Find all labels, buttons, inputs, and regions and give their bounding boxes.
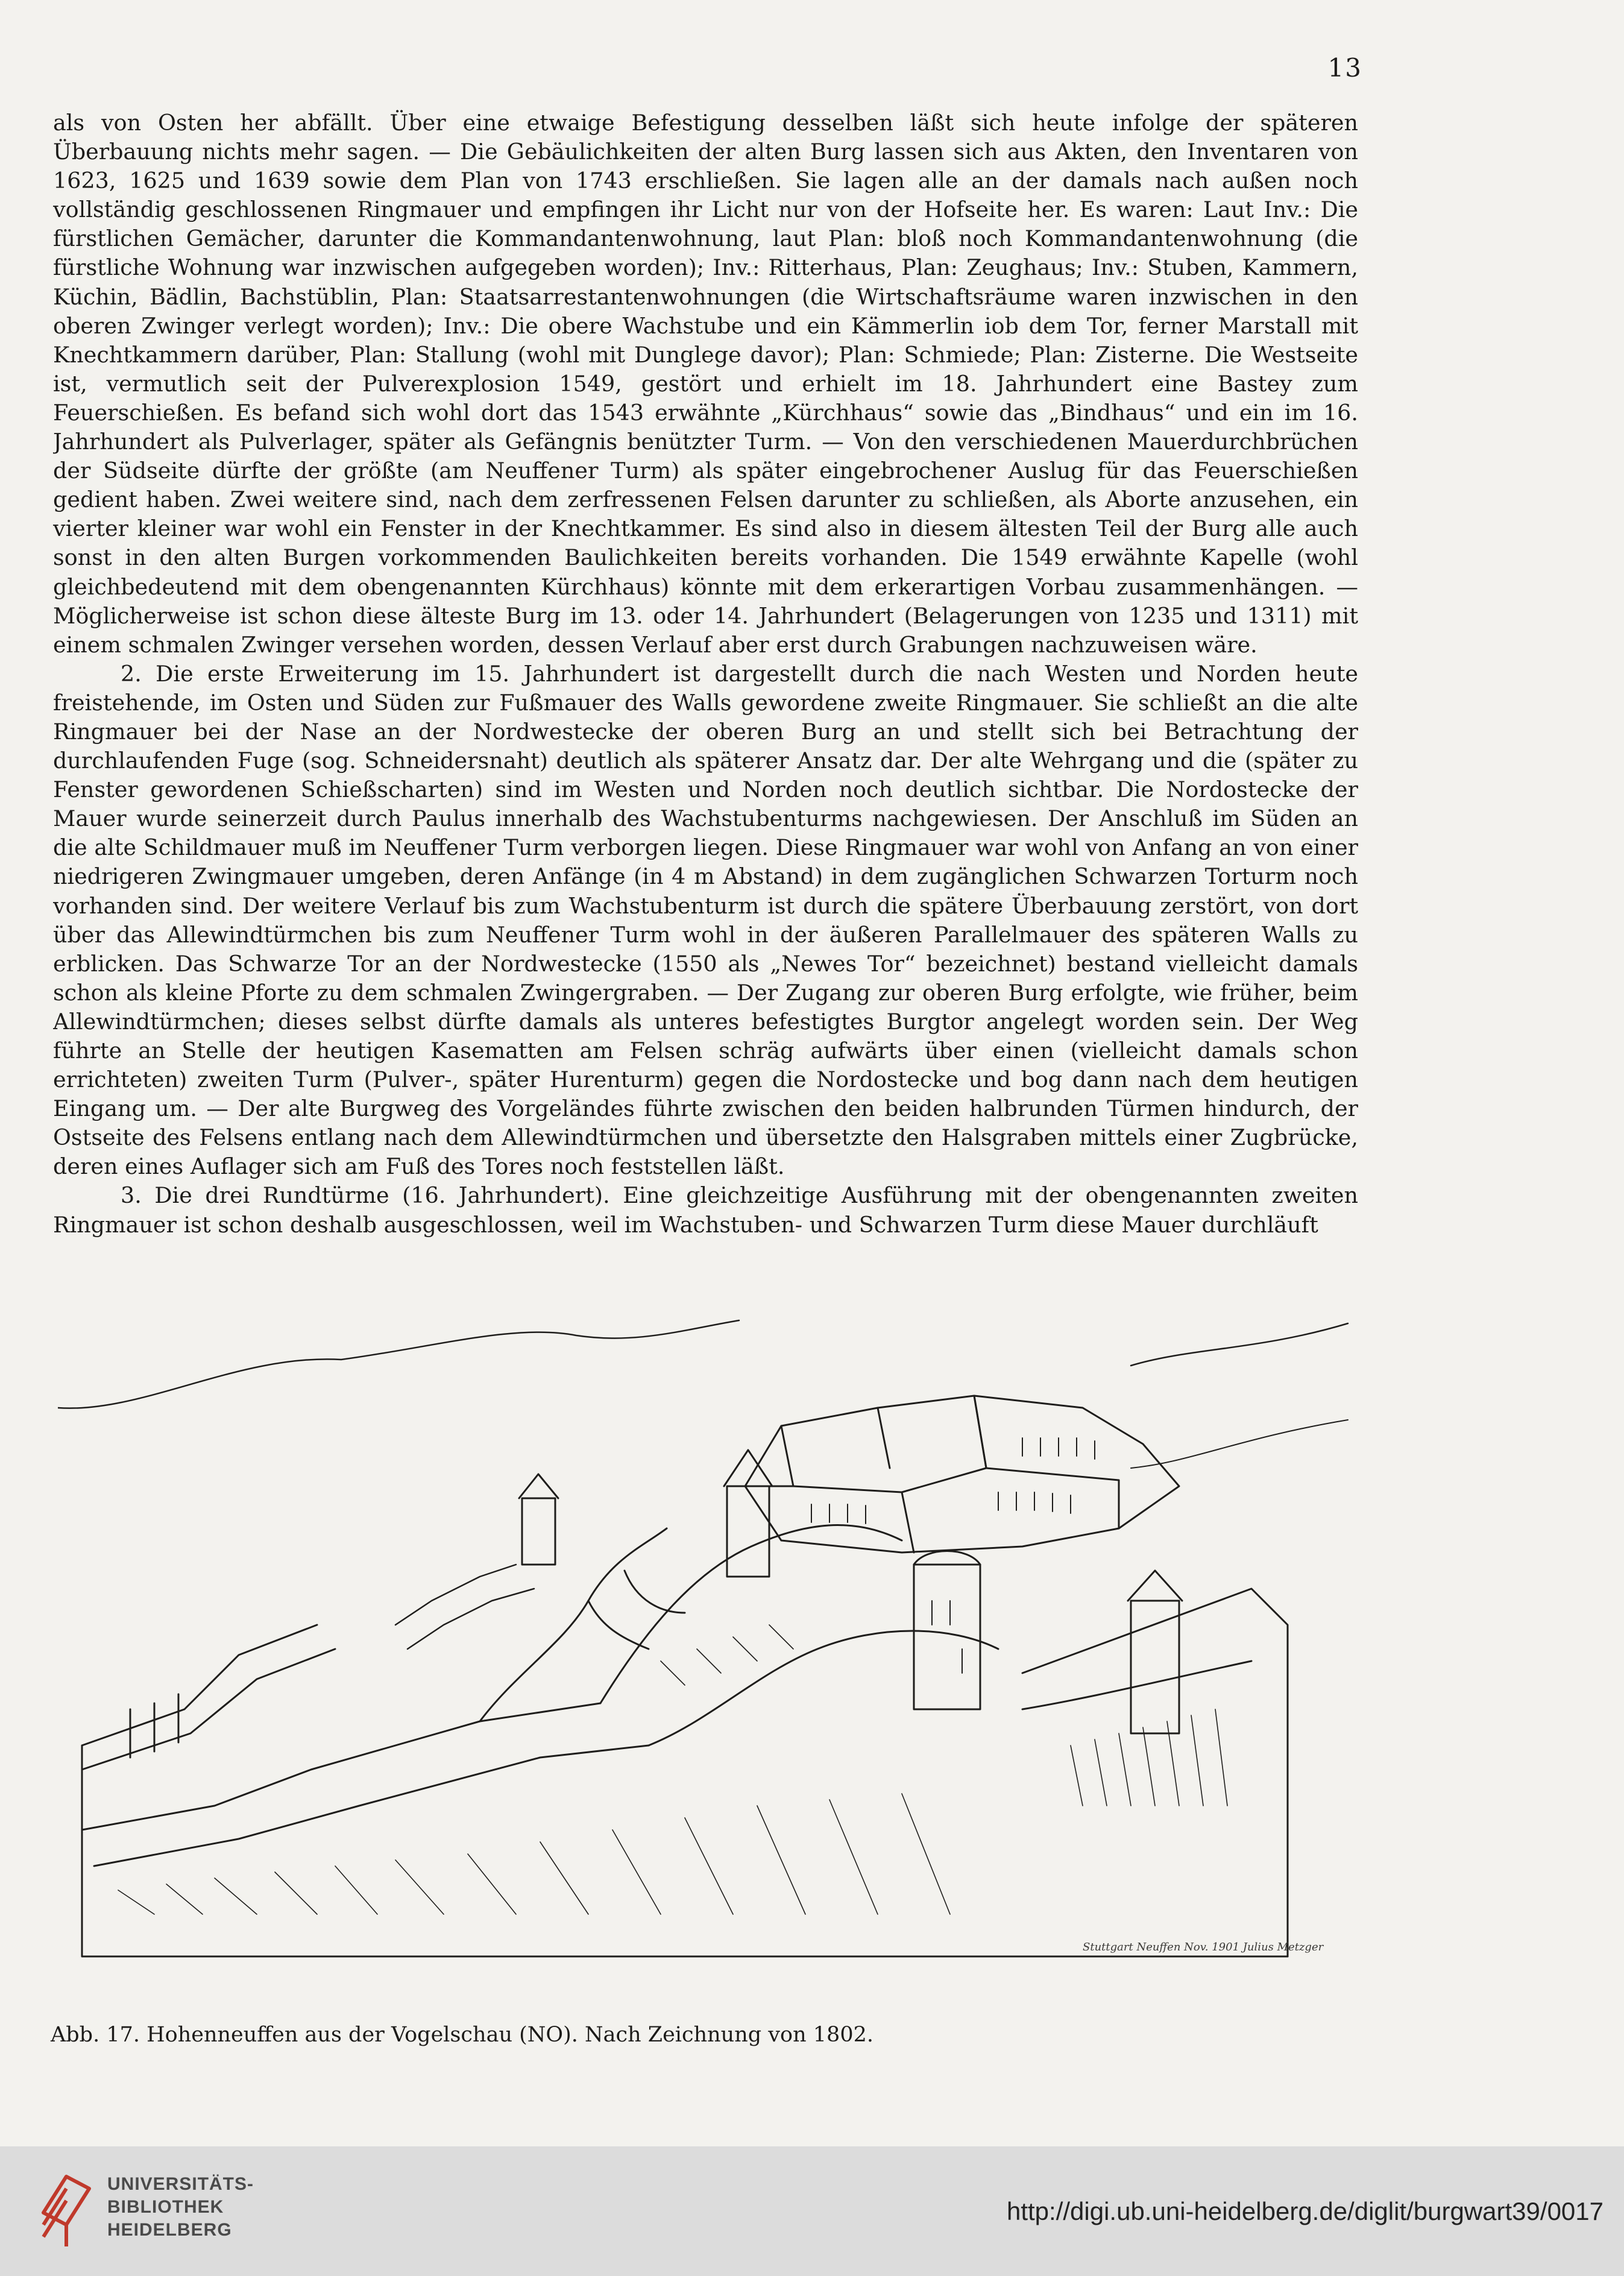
footer-bar (0, 2146, 1624, 2276)
library-logo-icon (37, 2170, 95, 2250)
figure-caption: Abb. 17. Hohenneuffen aus der Vogelschau (NO). Nach Zeichnung von 1802. (51, 2023, 873, 2047)
paragraph: 2. Die erste Erweiterung im 15. Jahrhundert ist dargestellt durch die nach Westen und Norden heute freistehende, im Osten und Süden zur Fußmauer des Walls gewordene zweite Ringmauer. Sie schließt an die alte Ringmauer bei der Nase an der Nordwestecke der oberen Burg an und stellt sich bei Betrachtung der durchlaufenden Fuge (sog. Schneidersnaht) deutlich als späterer Ansatz dar. Der alte Wehrgang und die (später zu Fenster gewordenen Schießscharten) sind im Westen und Norden noch deutlich sichtbar. Die Nordostecke der Mauer wurde seinerzeit durch Paulus innerhalb des Wachstubenturms nachgewiesen. Der Anschluß im Süden an die alte Schildmauer muß im Neuffener Turm verborgen liegen. Diese Ringmauer war wohl von Anfang an von einer niedrigeren Zwingmauer umgeben, deren Anfänge (in 4 m Abstand) in dem zugänglichen Schwarzen Torturm noch vorhanden sind. Der weitere Verlauf bis zum Wachstubenturm ist durch die spätere Überbauung zerstört, von dort über das Allewindtürmchen bis zum Neuffener Turm wohl in der äußeren Parallelmauer des späteren Walls zu erblicken. Das Schwarze Tor an der Nordwestecke (1550 als „Newes Tor“ bezeichnet) bestand vielleicht damals schon als kleine Pforte zu dem schmalen Zwingergraben. — Der Zugang zur oberen Burg erfolgte, wie früher, beim Allewindtürmchen; dieses selbst dürfte damals als unteres befestigtes Burgtor angelegt worden sein. Der Weg führte an Stelle der heutigen Kasematten am Felsen schräg aufwärts über einen (vielleicht damals schon errichteten) zweiten Turm (Pulver-, später Hurenturm) gegen die Nordostecke und bog dann nach dem heutigen Eingang um. — Der alte Burgweg des Vorgeländes führte zwischen den beiden halbrunden Türmen hindurch, der Ostseite des Felsens entlang nach dem Allewindtürmchen und übersetzte den Halsgraben mittels einer Zugbrücke, deren eines Auflager sich am Fuß des Tores noch feststellen läßt. (53, 660, 1358, 1180)
illustration-signature: Stuttgart Neuffen Nov. 1901 Julius Metzger (1083, 1941, 1324, 1953)
document-url-link[interactable]: http://digi.ub.uni-heidelberg.de/diglit/burgwart39/0017 (1006, 2197, 1604, 2225)
library-name-line: HEIDELBERG (107, 2220, 232, 2240)
library-name-line: BIBLIOTHEK (107, 2197, 224, 2217)
library-name (107, 2173, 254, 2242)
castle-illustration (58, 1287, 1352, 2008)
paragraph: 3. Die drei Rundtürme (16. Jahrhundert). Eine gleichzeitige Ausführung mit der obengenannten zweiten Ringmauer ist schon deshalb ausgeschlossen, weil im Wachstuben- und Schwarzen Turm diese Mauer durchläuft (53, 1182, 1358, 1238)
page-number: 13 (1327, 53, 1362, 83)
library-name-line: UNIVERSITÄTS- (107, 2174, 254, 2194)
body-text (53, 109, 1358, 1242)
paragraph: als von Osten her abfällt. Über eine etwaige Befestigung desselben läßt sich heute infolge der späteren Überbauung nichts mehr sagen. — Die Gebäulichkeiten der alten Burg lassen sich aus Akten, den Inventaren von 1623, 1625 und 1639 sowie dem Plan von 1743 erschließen. Sie lagen alle an der damals nach außen noch vollständig geschlossenen Ringmauer und empfingen ihr Licht nur von der Hofseite her. Es waren: Laut Inv.: Die fürstlichen Gemächer, darunter die Kommandantenwohnung, laut Plan: bloß noch Kommandantenwohnung (die fürstliche Wohnung war inzwischen aufgegeben worden); Inv.: Ritterhaus, Plan: Zeughaus; Inv.: Stuben, Kammern, Küchin, Bädlin, Bachstüblin, Plan: Staatsarrestantenwohnungen (die Wirtschaftsräume waren inzwischen in den oberen Zwinger verlegt worden); Inv.: Die obere Wachstube und ein Kämmerlin iob dem Tor, ferner Marstall mit Knechtkammern darüber, Plan: Stallung (wohl mit Dunglege davor); Plan: Schmiede; Plan: Zisterne. Die Westseite ist, vermutlich seit der Pulverexplosion 1549, gestört und erhielt im 18. Jahrhundert eine Bastey zum Feuerschießen. Es befand sich wohl dort das 1543 erwähnte „Kürchhaus“ sowie das „Bindhaus“ und ein im 16. Jahrhundert als Pulverlager, später als Gefängnis benützter Turm. — Von den verschiedenen Mauerdurchbrüchen der Südseite dürfte der größte (am Neuffener Turm) als später eingebrochener Auslug für das Feuerschießen gedient haben. Zwei weitere sind, nach dem zerfressenen Felsen darunter zu schließen, als Aborte anzusehen, ein vierter kleiner war wohl ein Fenster in der Knechtkammer. Es sind also in diesem ältesten Teil der Burg alle auch sonst in den alten Burgen vorkommenden Baulichkeiten bereits vorhanden. Die 1549 erwähnte Kapelle (wohl gleichbedeutend mit dem obengenannten Kürchhaus) könnte mit dem erkerartigen Vorbau zusammenhängen. — Möglicherweise ist schon diese älteste Burg im 13. oder 14. Jahrhundert (Belagerungen von 1235 und 1311) mit einem schmalen Zwinger versehen worden, dessen Verlauf aber erst durch Grabungen nachzuweisen wäre. (53, 110, 1358, 658)
